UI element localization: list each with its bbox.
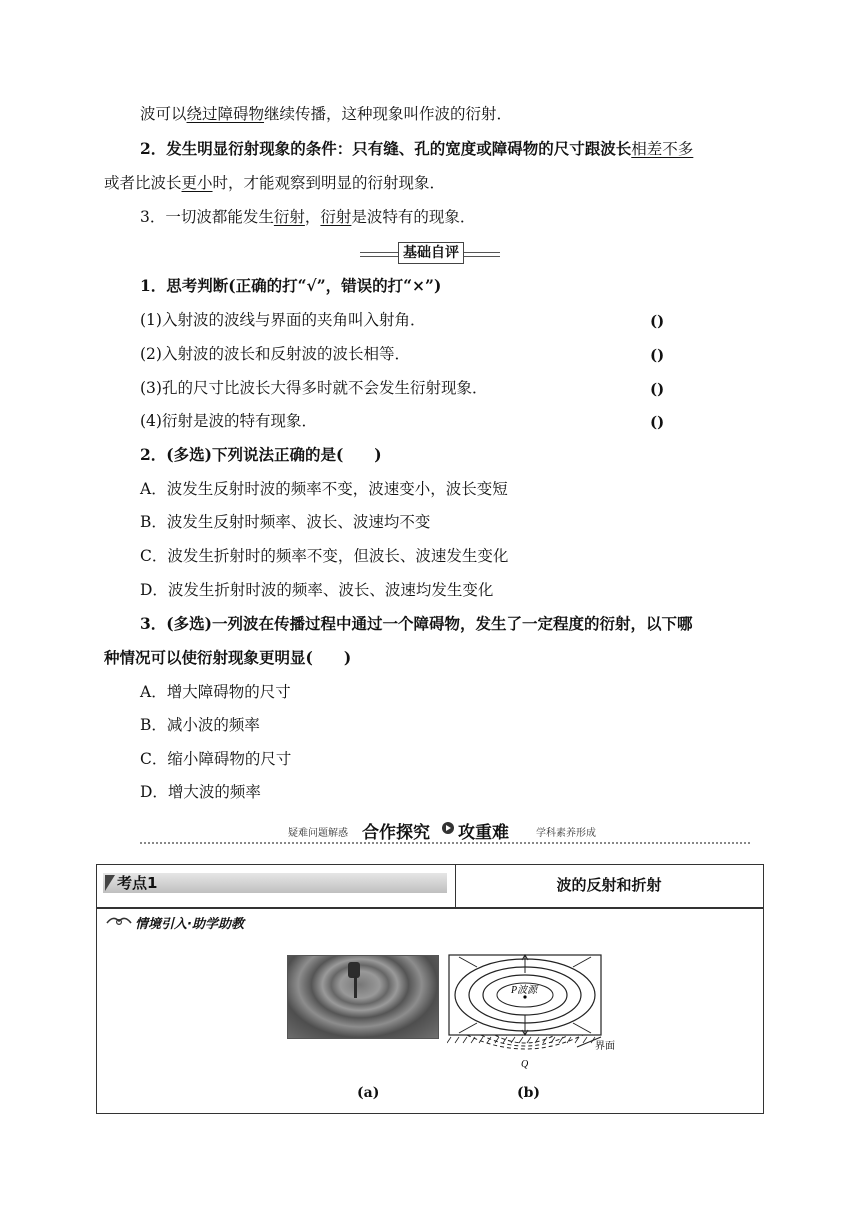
text: 2．发生明显衍射现象的条件：只有缝、孔的宽度或障碍物的尺寸跟波长: [140, 139, 632, 158]
topic-tag: [103, 873, 447, 893]
figure-label-b: (b): [517, 1085, 541, 1101]
banner-rule-right: [460, 252, 500, 257]
banner-title: 基础自评: [398, 242, 464, 264]
intro-line-2: [140, 139, 693, 159]
question-3-title-line-1: 3．(多选)一列波在传播过程中通过一个障碍物，发生了一定程度的衍射，以下哪: [140, 614, 693, 633]
question-2-title: 2．(多选)下列说法正确的是( ): [140, 445, 382, 464]
judgement-item-2: (2)入射波的波长和反射波的波长相等．: [140, 345, 410, 363]
section-banner: [360, 242, 500, 264]
judgement-item-1: (1)入射波的波线与界面的夹角叫入射角．: [140, 311, 426, 329]
section-left-caption: 疑难问题解惑: [288, 828, 348, 839]
text: 或者比波长: [104, 174, 182, 192]
section-right-caption: 学科素养形成: [536, 828, 596, 839]
water-wave-photo: [287, 955, 439, 1039]
answer-blank: (): [650, 312, 665, 330]
section-main-title-1: 合作探究: [362, 823, 430, 843]
arrow-circle-icon: [442, 822, 454, 834]
intro-line-3: [104, 173, 445, 193]
tag-corner-icon: [105, 875, 115, 891]
section-header: [140, 818, 750, 846]
figure-label-a: (a): [357, 1085, 380, 1101]
text: 是波特有的现象．: [351, 208, 476, 226]
topic-tag-label: 考点1: [117, 874, 158, 892]
topic-title: 波的反射和折射: [556, 876, 662, 894]
topic-tag-cell: [97, 865, 456, 907]
intro-line-4: [140, 207, 475, 227]
option-a: A．波发生反射时波的频率不变，波速变小，波长变短: [140, 480, 508, 498]
q-point-label: Q: [521, 1059, 529, 1070]
underlined-answer: 相差不多: [631, 140, 694, 158]
judgement-item-4: (4)衍射是波的特有现象．: [140, 412, 317, 430]
source-label: P波源: [511, 985, 538, 996]
underlined-answer: 更小: [181, 174, 213, 192]
wave-reflection-diagram: [447, 953, 617, 1073]
option-d: D．增大波的频率: [140, 783, 261, 801]
option-d: D．波发生折射时波的频率、波长、波速均发生变化: [140, 581, 494, 599]
text: 波可以: [140, 105, 187, 123]
interface-label: 界面: [595, 1041, 615, 1052]
option-a: A．增大障碍物的尺寸: [140, 683, 291, 701]
handshake-icon: [105, 913, 133, 929]
underlined-answer: 衍射: [320, 208, 352, 226]
answer-blank: (): [650, 346, 665, 364]
option-c: C．缩小障碍物的尺寸: [140, 750, 292, 768]
judgement-item-3: (3)孔的尺寸比波长大得多时就不会发生衍射现象．: [140, 379, 488, 397]
scenario-frame: [96, 908, 764, 1114]
question-1-title: 1．思考判断(正确的打“√”，错误的打“×”): [140, 276, 442, 295]
underlined-answer: 衍射: [273, 208, 305, 226]
scenario-title: 情境引入·助学助教: [135, 917, 244, 932]
topic-header-table: [96, 864, 764, 908]
banner-rule-left: [360, 252, 400, 257]
text: 时，才能观察到明显的衍射现象．: [212, 174, 446, 192]
option-c: C．波发生折射时的频率不变，但波长、波速发生变化: [140, 547, 509, 565]
text: 3．一切波都能发生: [140, 208, 274, 226]
section-rule: [140, 842, 750, 844]
option-b: B．波发生反射时频率、波长、波速均不变: [140, 513, 431, 531]
underlined-answer: 绕过障碍物: [186, 105, 265, 123]
section-main-title-2: 攻重难: [458, 823, 509, 843]
intro-line-1: [140, 104, 512, 124]
option-b: B．减小波的频率: [140, 716, 260, 734]
text: ，: [304, 208, 321, 226]
answer-blank: (): [650, 380, 665, 398]
answer-blank: (): [650, 413, 665, 431]
question-3-title-line-2: 种情况可以使衍射现象更明显( ): [104, 648, 352, 667]
text: 继续传播，这种现象叫作波的衍射．: [264, 105, 513, 123]
